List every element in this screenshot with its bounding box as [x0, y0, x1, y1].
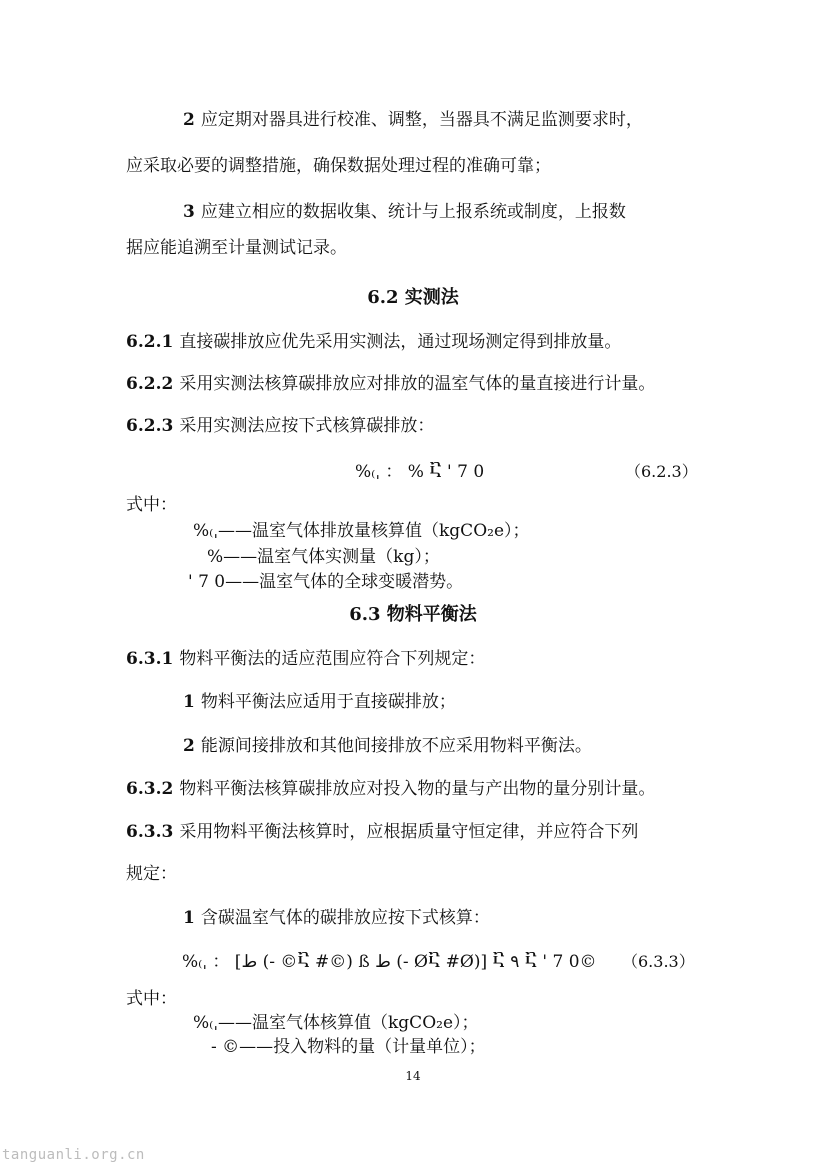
clause-text: 直接碳排放应优先采用实测法，通过现场测定得到排放量。: [179, 332, 622, 352]
definition-m-input: - ©——投入物料的量（计量单位）；: [211, 1037, 486, 1057]
item-3-line1: [183, 200, 626, 224]
definition-gwp: ' 7 0——温室气体的全球变暖潜势。: [188, 572, 464, 592]
item-text: 应建立相应的数据收集、统计与上报系统或制度，上报数: [200, 202, 626, 222]
item-3-line2: 据应能追溯至计量测试记录。: [126, 238, 347, 258]
clause-6-3-3-cont: 规定：: [126, 864, 177, 884]
item-2-line1: [183, 108, 643, 132]
item-2-line2: 应采取必要的调整措施，确保数据处理过程的准确可靠；: [126, 156, 551, 176]
watermark: tanguanli.org.cn: [2, 1147, 145, 1163]
clause-6-3-1: [126, 647, 485, 671]
clause-number: 6.3.2: [126, 779, 174, 799]
item-number: 2: [183, 110, 195, 130]
clause-text: 物料平衡法的适应范围应符合下列规定：: [179, 649, 486, 669]
definition-e-ghg: %₍ˌ——温室气体排放量核算值（kgCO₂e）；: [193, 521, 530, 541]
definition-e-ghg-2: %₍ˌ——温室气体核算值（kgCO₂e）；: [193, 1013, 479, 1033]
where-label: 式中：: [126, 495, 177, 515]
clause-6-2-1: [126, 330, 621, 354]
clause-number: 6.3.3: [126, 822, 174, 842]
item-number: 1: [183, 908, 195, 928]
item-text: 应定期对器具进行校准、调整，当器具不满足监测要求时，: [200, 110, 643, 130]
clause-text: 物料平衡法核算碳排放应对投入物的量与产出物的量分别计量。: [179, 779, 656, 799]
definition-e: %——温室气体实测量（kg）；: [207, 547, 440, 567]
section-heading-6-2: 6.2 实测法: [367, 287, 459, 308]
formula-6-3-3: %₍ˌ ： [ط (- ©Ⴀ #©) ß ط (- ØႠ #Ø)] Ⴀ ٩ Ⴀ ' 7 0©: [182, 952, 597, 972]
clause-text: 采用实测法核算碳排放应对排放的温室气体的量直接进行计量。: [179, 374, 656, 394]
list-item-2: [183, 734, 592, 758]
section-heading-6-3: 6.3 物料平衡法: [349, 604, 477, 625]
list-item-1: [183, 690, 456, 714]
clause-text: 采用物料平衡法核算时，应根据质量守恒定律，并应符合下列: [179, 822, 639, 842]
item-text: 含碳温室气体的碳排放应按下式核算：: [200, 908, 490, 928]
clause-number: 6.3.1: [126, 649, 174, 669]
where-label-2: 式中：: [126, 989, 177, 1009]
clause-6-3-2: [126, 777, 655, 801]
clause-6-2-3: [126, 414, 434, 438]
clause-number: 6.2.3: [126, 416, 174, 436]
page-number: 14: [405, 1069, 421, 1083]
equation-number-6-3-3: （6.3.3）: [622, 952, 695, 971]
item-number: 2: [183, 736, 195, 756]
clause-6-2-2: [126, 372, 655, 396]
clause-6-3-3: [126, 820, 638, 844]
item-text: 物料平衡法应适用于直接碳排放；: [200, 692, 456, 712]
item-number: 3: [183, 202, 195, 222]
clause-text: 采用实测法应按下式核算碳排放：: [179, 416, 435, 436]
clause-number: 6.2.2: [126, 374, 174, 394]
item-text: 能源间接排放和其他间接排放不应采用物料平衡法。: [200, 736, 592, 756]
item-number: 1: [183, 692, 195, 712]
clause-number: 6.2.1: [126, 332, 174, 352]
equation-number-6-2-3: （6.2.3）: [625, 462, 698, 481]
formula-6-2-3: %₍ˌ ： % Ⴀ ' 7 0: [355, 462, 485, 482]
list-item-1-formula-intro: [183, 906, 490, 930]
